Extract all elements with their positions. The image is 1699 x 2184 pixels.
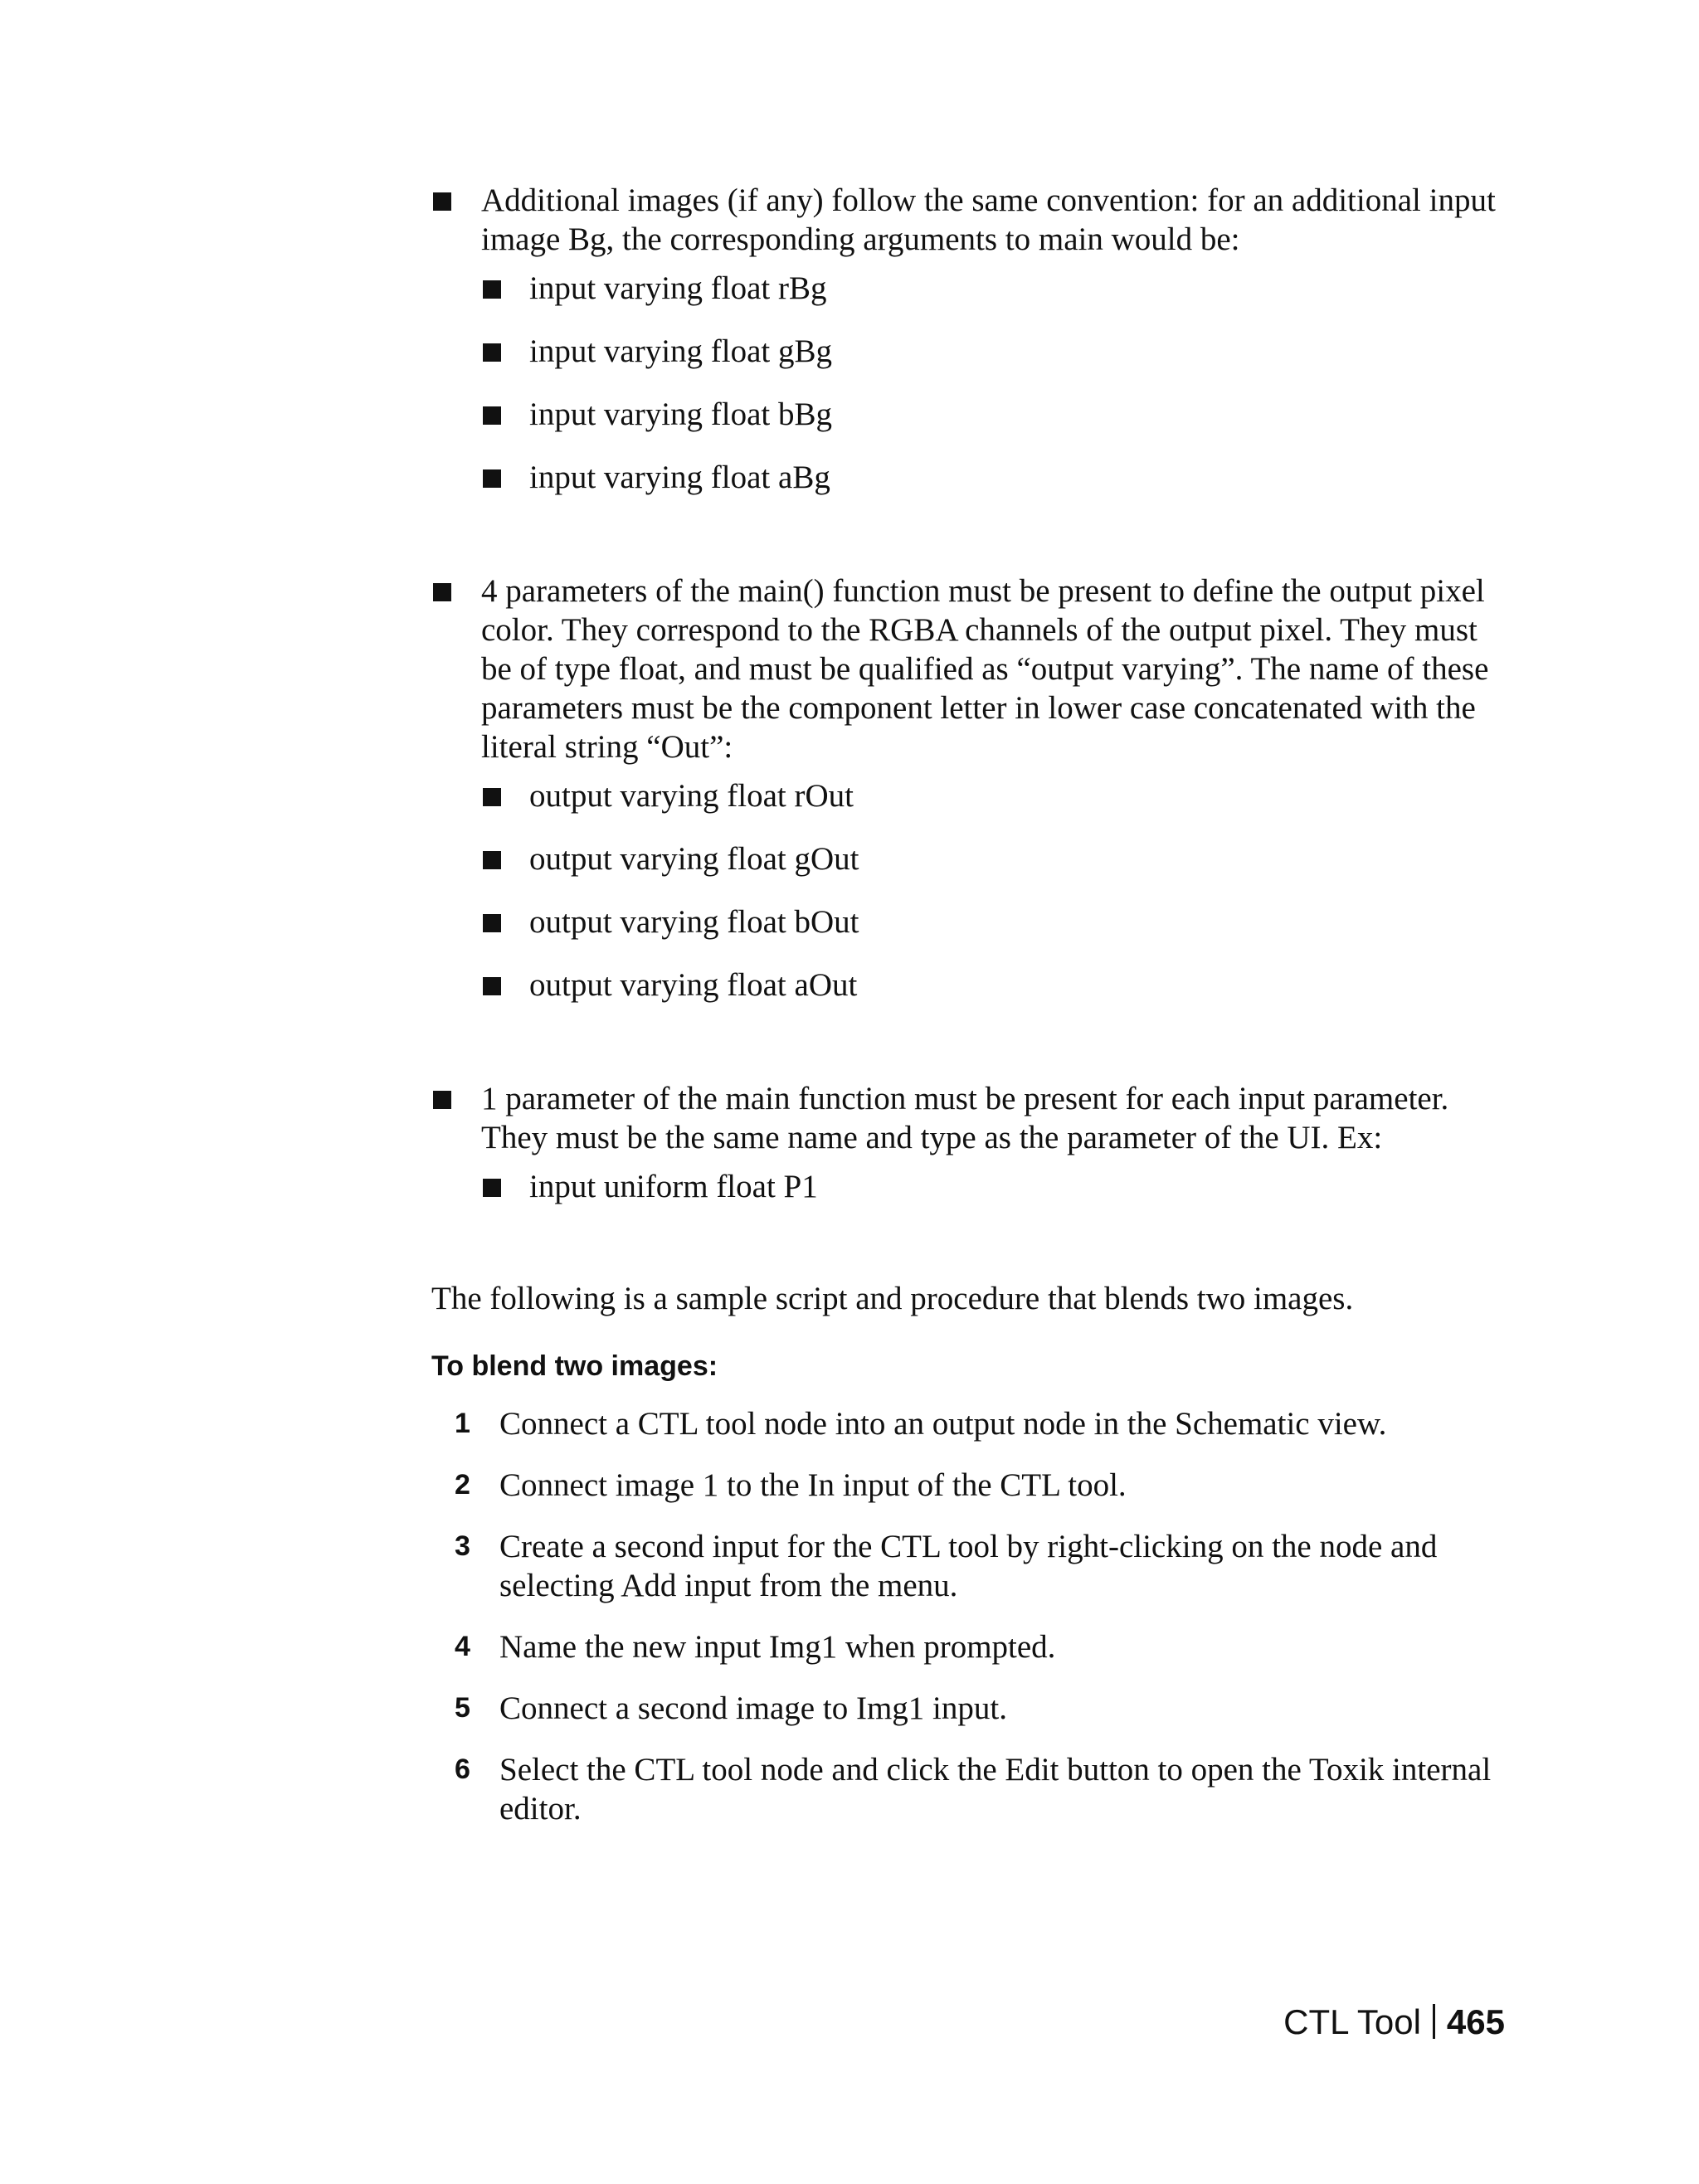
footer-section-title: CTL Tool <box>1283 2002 1421 2041</box>
sub-item-text: output varying float gOut <box>529 841 859 877</box>
bullet-text: 1 parameter of the main function must be present for each input parameter. They must be the same name and type as the parameter of the UI. Ex: <box>481 1081 1449 1155</box>
step-text: Select the CTL tool node and click the Edit button to open the Toxik internal editor. <box>499 1752 1492 1826</box>
sub-list-item <box>481 395 1510 434</box>
procedure-step <box>431 1404 1510 1443</box>
sub-list-item <box>481 776 1510 815</box>
square-bullet-icon <box>433 192 451 211</box>
bullet-text: Additional images (if any) follow the same convention: for an additional input image Bg, the corresponding arguments to main would be: <box>481 182 1496 257</box>
sub-list-item <box>481 902 1510 941</box>
square-bullet-icon <box>483 343 501 362</box>
square-bullet-icon <box>483 280 501 299</box>
sub-list-item <box>481 839 1510 878</box>
square-bullet-icon <box>433 583 451 601</box>
sub-list <box>481 1167 1510 1206</box>
sub-list-item <box>481 458 1510 497</box>
sub-list-item <box>481 966 1510 1004</box>
step-number: 6 <box>455 1754 470 1785</box>
step-number: 2 <box>455 1469 470 1501</box>
step-number: 1 <box>455 1408 470 1439</box>
page-number: 465 <box>1446 2002 1505 2041</box>
square-bullet-icon <box>483 1179 501 1197</box>
square-bullet-icon <box>483 406 501 425</box>
procedure-step <box>431 1627 1510 1666</box>
procedure-step <box>431 1466 1510 1505</box>
step-text: Connect a CTL tool node into an output node in the Schematic view. <box>499 1406 1387 1442</box>
footer-divider <box>1433 2004 1435 2039</box>
intro-paragraph: The following is a sample script and procedure that blends two images. <box>431 1281 1354 1316</box>
sub-item-text: input varying float aBg <box>529 460 830 495</box>
bullet-text: 4 parameters of the main() function must be present to define the output pixel color. They correspond to the RGBA channels of the output pixel. They must be of type float, and must be qualified as “output varying”. The name of these parameters must be the component letter in lower case concatenated with the literal string “Out”: <box>481 573 1489 765</box>
bullet-item <box>431 572 1510 1004</box>
square-bullet-icon <box>483 977 501 995</box>
sub-item-text: input varying float gBg <box>529 333 833 369</box>
sub-list-item <box>481 269 1510 308</box>
procedure-step <box>431 1527 1510 1605</box>
step-number: 4 <box>455 1631 470 1662</box>
step-number: 3 <box>455 1530 470 1562</box>
sub-list <box>481 269 1510 497</box>
sub-item-text: input uniform float P1 <box>529 1169 818 1204</box>
procedure-step <box>431 1750 1510 1828</box>
square-bullet-icon <box>483 469 501 488</box>
step-number: 5 <box>455 1692 470 1724</box>
square-bullet-icon <box>483 788 501 806</box>
procedure-heading: To blend two images: <box>431 1350 718 1382</box>
sub-list-item <box>481 332 1510 371</box>
bullet-item <box>431 1079 1510 1206</box>
square-bullet-icon <box>483 914 501 932</box>
square-bullet-icon <box>433 1091 451 1109</box>
page-body <box>431 181 1510 1851</box>
sub-list <box>481 776 1510 1004</box>
sub-list-item <box>481 1167 1510 1206</box>
step-text: Connect image 1 to the In input of the CTL tool. <box>499 1467 1127 1503</box>
step-text: Create a second input for the CTL tool by right-clicking on the node and selecting Add input from the menu. <box>499 1529 1438 1603</box>
bullet-item <box>431 181 1510 497</box>
sub-item-text: input varying float rBg <box>529 270 827 306</box>
sub-item-text: output varying float bOut <box>529 904 859 940</box>
square-bullet-icon <box>483 851 501 869</box>
step-text: Connect a second image to Img1 input. <box>499 1690 1007 1726</box>
page-footer <box>1283 2001 1505 2044</box>
procedure-step <box>431 1689 1510 1728</box>
sub-item-text: output varying float rOut <box>529 778 854 814</box>
sub-item-text: input varying float bBg <box>529 396 833 432</box>
step-text: Name the new input Img1 when prompted. <box>499 1629 1056 1665</box>
step-list <box>431 1404 1510 1828</box>
sub-item-text: output varying float aOut <box>529 967 858 1003</box>
